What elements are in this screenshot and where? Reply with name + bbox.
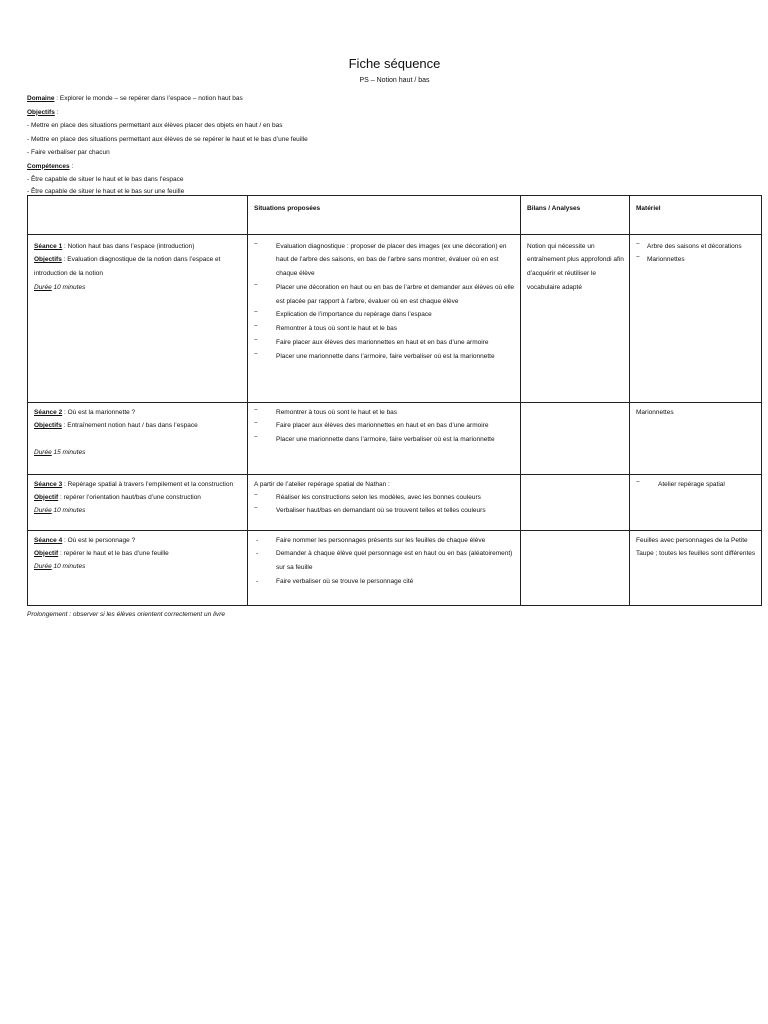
seance-label: Séance 2 — [34, 408, 63, 416]
prolongement-note: Prolongement : observer si les élèves orientent correctement un livre — [27, 610, 225, 618]
seance-label: Séance 3 — [34, 480, 63, 488]
bilan-cell — [521, 530, 630, 605]
situations-cell — [248, 474, 521, 530]
seance-cell: Séance 4 : Où est le personnage ? Objectif : repérer le haut et le bas d’une feuille Durée 10 minutes — [28, 530, 248, 605]
competence-item: - Être capable de situer le haut et le bas dans l’espace — [27, 176, 184, 183]
materiel-cell — [630, 474, 762, 530]
list-item: − Remontrer à tous où sont le haut et le bas — [254, 322, 515, 336]
duree-label: Durée — [34, 506, 52, 514]
materiel-cell: Feuilles avec personnages de la Petite Taupe ; toutes les feuilles sont différentes — [630, 530, 762, 605]
objectifs-heading: Objectifs : — [27, 108, 59, 116]
objectif-item: - Mettre en place des situations permettant aux élèves de se repérer le haut et le bas d’une feuille — [27, 135, 308, 143]
document-page — [27, 56, 762, 618]
table-header-row — [28, 195, 762, 234]
duree-label: Durée — [34, 562, 52, 570]
list-item: − Atelier repérage spatial — [636, 478, 756, 492]
seance-cell: Séance 2 : Où est la marionnette ? Objectifs : Entraînement notion haut / bas dans l’espace Durée 15 minutes — [28, 402, 248, 474]
situations-intro: A partir de l’atelier repérage spatial de Nathan : — [254, 480, 390, 488]
situations-cell — [248, 402, 521, 474]
table-header-cell: Matériel — [630, 195, 762, 234]
table-header-cell: Bilans / Analyses — [521, 195, 630, 234]
domaine-line: Domaine : Explorer le monde – se repérer dans l’espace – notion haut bas — [27, 95, 243, 102]
seance-cell: Séance 3 : Repérage spatial à travers l’empilement et la construction Objectif : repérer l’orientation haut/bas d’une construction Durée 10 minutes — [28, 474, 248, 530]
list-item: - Demander à chaque élève quel personnage est en haut ou en bas (aléatoirement) sur sa feuille — [254, 547, 515, 575]
list-item: − Explication de l’importance du repérage dans l’espace — [254, 308, 515, 322]
bilan-cell — [521, 402, 630, 474]
table-row — [28, 530, 762, 605]
materiel-cell — [630, 234, 762, 402]
duree-label: Durée — [34, 283, 52, 291]
duree-label: Durée — [34, 449, 52, 457]
materiel-cell: Marionnettes — [630, 402, 762, 474]
objectif-item: - Faire verbaliser par chacun — [27, 149, 110, 156]
table-row — [28, 402, 762, 474]
sequence-table — [27, 195, 762, 606]
list-item: − Placer une marionnette dans l’armoire, faire verbaliser où est la marionnette — [254, 433, 515, 447]
objectif-label: Objectif — [34, 549, 59, 557]
bilan-cell — [521, 474, 630, 530]
situations-cell — [248, 530, 521, 605]
table-row — [28, 234, 762, 402]
competences-heading: Compétences : — [27, 162, 74, 170]
objectif-item: - Mettre en place des situations permettant aux élèves placer des objets en haut / en bas — [27, 122, 283, 129]
list-item: - Faire nommer les personnages présents sur les feuilles de chaque élève — [254, 534, 515, 548]
list-item: − Verbaliser haut/bas en demandant où se trouvent telles et telles couleurs — [254, 504, 515, 517]
table-row — [28, 474, 762, 530]
list-item: − Remontrer à tous où sont le haut et le bas — [254, 406, 515, 420]
list-item: − Faire placer aux élèves des marionnettes en haut et en bas d’une armoire — [254, 419, 515, 433]
objectif-label: Objectifs — [34, 256, 62, 264]
seance-cell: Séance 1 : Notion haut bas dans l’espace (introduction) Objectifs : Evaluation diagnostique de la notion dans l’espace et introduction de la notion Durée 10 minutes — [28, 234, 248, 402]
bilan-cell: Notion qui nécessite un entraînement plus approfondi afin d’acquérir et réutiliser le vocabulaire adapté — [521, 234, 630, 402]
list-item: − Placer une marionnette dans l’armoire, faire verbaliser où est la marionnette — [254, 350, 515, 364]
situations-cell — [248, 234, 521, 402]
list-item: - Faire verbaliser où se trouve le personnage cité — [254, 575, 515, 589]
table-header-cell: Situations proposées — [248, 195, 521, 234]
page-subtitle: PS – Notion haut / bas — [359, 77, 430, 84]
seance-label: Séance 1 — [34, 242, 63, 250]
list-item: − Réaliser les constructions selon les modèles, avec les bonnes couleurs — [254, 491, 515, 504]
list-item: − Evaluation diagnostique : proposer de placer des images (ex une décoration) en haut de l’arbre des saisons, en bas de l’arbre sans montrer, évaluer où en est chaque élève — [254, 240, 515, 281]
table-header-cell — [28, 195, 248, 234]
list-item: − Arbre des saisons et décorations — [636, 240, 756, 254]
page-title: Fiche séquence — [348, 56, 441, 71]
competence-item: - Être capable de situer le haut et le bas sur une feuille — [27, 187, 185, 195]
list-item: − Marionnettes — [636, 253, 756, 267]
objectif-label: Objectif — [34, 493, 59, 501]
objectif-label: Objectifs — [34, 422, 62, 430]
list-item: − Faire placer aux élèves des marionnettes en haut et en bas d’une armoire — [254, 336, 515, 350]
seance-label: Séance 4 — [34, 536, 63, 544]
list-item: − Placer une décoration en haut ou en bas de l’arbre et demander aux élèves où elle est placée par rapport à l’arbre, évaluer où en est chaque élève — [254, 281, 515, 309]
